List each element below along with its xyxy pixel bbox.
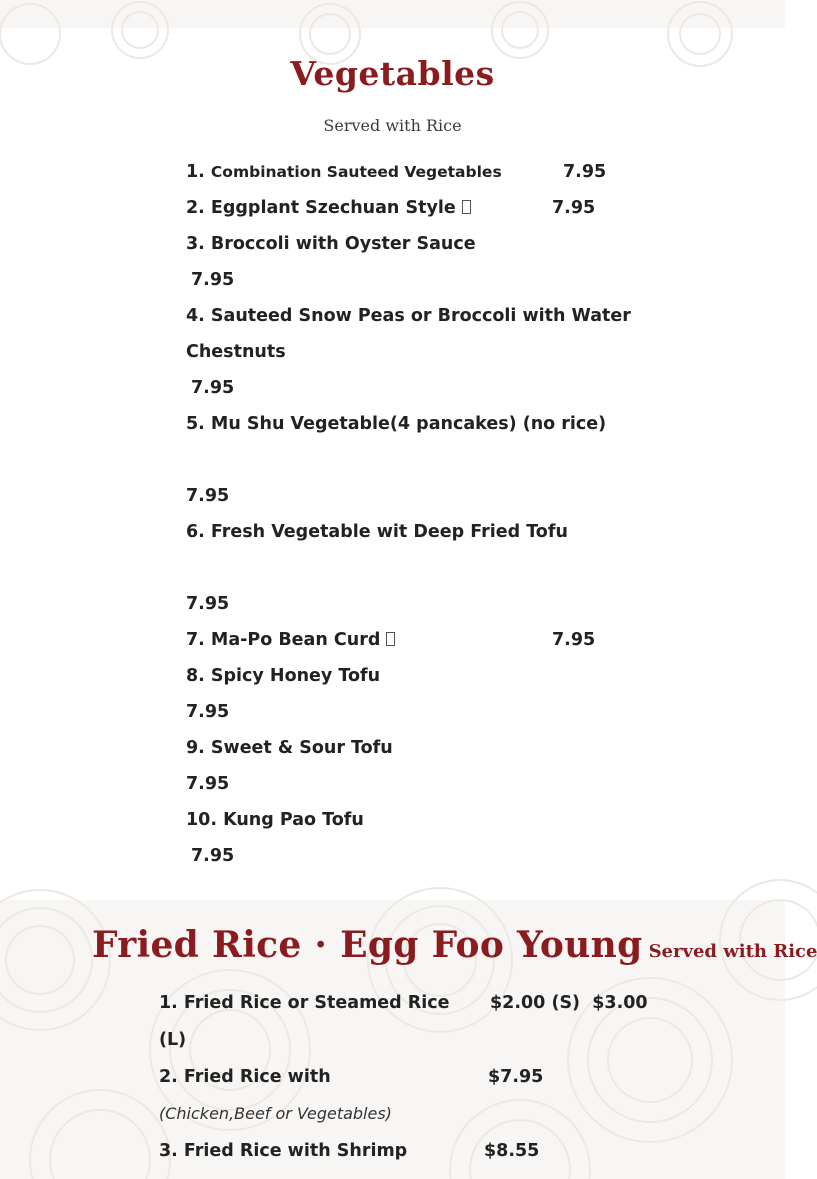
item-price: 7.95 xyxy=(186,702,230,722)
spicy-icon xyxy=(462,200,471,214)
item-number: 1. xyxy=(186,162,205,182)
item-price: 7.95 xyxy=(552,630,596,650)
menu-item-6: 6. Fresh Vegetable wit Deep Fried Tofu xyxy=(186,522,568,542)
item-price: $2.00 (S) $3.00 xyxy=(490,993,648,1013)
item-price: $7.95 xyxy=(488,1067,544,1087)
item-price: 7.95 xyxy=(563,162,607,182)
menu-item-4-continued: Chestnuts xyxy=(186,342,286,362)
item-price: 7.95 xyxy=(186,774,230,794)
item-price: $8.55 xyxy=(484,1141,540,1161)
menu-item-1 xyxy=(186,161,502,183)
item-price: 7.95 xyxy=(191,378,235,398)
item-price: 7.95 xyxy=(191,270,235,290)
spicy-icon xyxy=(386,632,395,646)
fried-rice-item-1: 1. Fried Rice or Steamed Rice xyxy=(159,993,450,1013)
item-price: 7.95 xyxy=(552,198,596,218)
menu-item-8: 8. Spicy Honey Tofu xyxy=(186,666,381,686)
section-subtitle-fried-rice: Served with Rice xyxy=(648,941,817,962)
item-label: 2. Eggplant Szechuan Style xyxy=(186,198,456,218)
decorative-pattern-top xyxy=(0,0,785,28)
item-price: 7.95 xyxy=(186,486,230,506)
fried-rice-item-2: 2. Fried Rice with xyxy=(159,1067,331,1087)
section-title-vegetables: Vegetables xyxy=(290,54,495,93)
item-label: Combination Sauteed Vegetables xyxy=(210,163,502,181)
menu-item-4: 4. Sauteed Snow Peas or Broccoli with Water xyxy=(186,306,631,326)
item-price: 7.95 xyxy=(186,594,230,614)
menu-item-10: 10. Kung Pao Tofu xyxy=(186,810,364,830)
section-header-fried-rice xyxy=(92,924,817,966)
fried-rice-item-2-note: (Chicken,Beef or Vegetables) xyxy=(159,1104,392,1123)
section-subtitle-vegetables: Served with Rice xyxy=(323,116,462,135)
menu-item-2 xyxy=(186,197,471,219)
fried-rice-item-3: 3. Fried Rice with Shrimp xyxy=(159,1141,408,1161)
menu-item-7 xyxy=(186,629,395,651)
menu-item-3: 3. Broccoli with Oyster Sauce xyxy=(186,234,476,254)
item-price: 7.95 xyxy=(191,846,235,866)
item-label: 7. Ma-Po Bean Curd xyxy=(186,630,381,650)
section-title-fried-rice: Fried Rice · Egg Foo Young xyxy=(92,924,643,966)
fried-rice-item-1-continued: (L) xyxy=(159,1030,187,1050)
menu-item-9: 9. Sweet & Sour Tofu xyxy=(186,738,393,758)
menu-item-5: 5. Mu Shu Vegetable(4 pancakes) (no rice) xyxy=(186,414,607,434)
